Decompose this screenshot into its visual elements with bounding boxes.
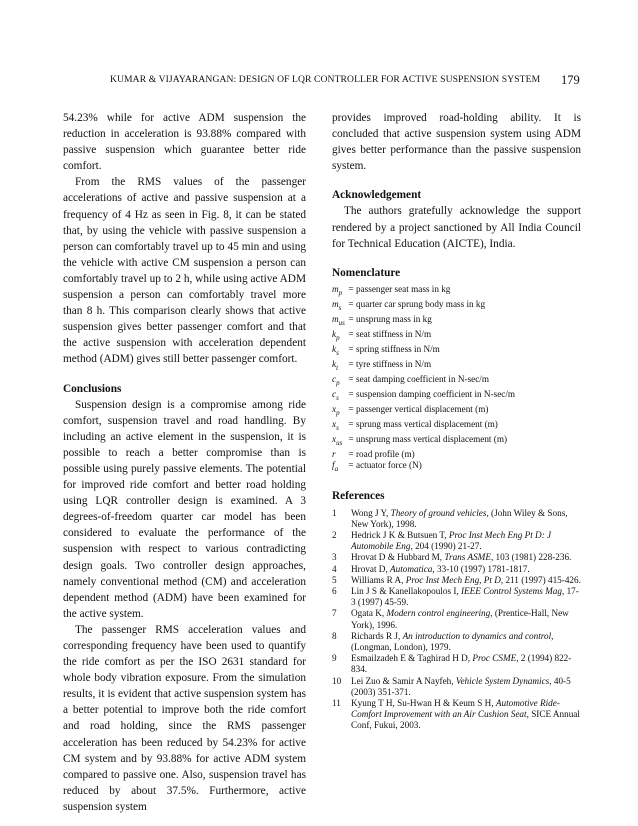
reference-title: Proc Inst Mech Eng Pt D: J Automobile Eng bbox=[351, 529, 552, 552]
nomenclature-item bbox=[332, 314, 581, 329]
nomenclature-symbol: $x_{us}$ bbox=[332, 434, 343, 447]
page-number: 179 bbox=[561, 73, 580, 87]
nomenclature-description: spring stiffness in N/m bbox=[356, 343, 440, 354]
nomenclature-equals: = bbox=[348, 419, 354, 430]
nomenclature-equals: = bbox=[348, 404, 354, 415]
nomenclature-symbol: $f_a$ bbox=[332, 460, 339, 474]
reference-text: Hrovat D & Hubbard M, Trans ASME, 103 (1981) 228-236. bbox=[351, 552, 572, 563]
reference-item bbox=[332, 653, 581, 675]
reference-title: Automotive Ride-Comfort Improvement with an Air Cushion Seat bbox=[351, 697, 560, 720]
nomenclature-item bbox=[332, 344, 581, 359]
nomenclature-item bbox=[332, 359, 581, 374]
reference-item bbox=[332, 552, 581, 563]
reference-text: Lin J S & Kanellakopoulos I, IEEE Control Systems Mag, 17-3 (1997) 45-59. bbox=[351, 585, 579, 608]
reference-text: Williams R A, Proc Inst Mech Eng, Pt D, 211 (1997) 415-426. bbox=[351, 574, 581, 585]
nomenclature-subscript: p bbox=[336, 378, 340, 387]
reference-number: 9 bbox=[332, 653, 337, 664]
reference-text: Richards R J, An introduction to dynamics and control, (Longman, London), 1979. bbox=[351, 630, 554, 652]
nomenclature-description: sprung mass vertical displacement (m) bbox=[356, 419, 498, 430]
nomenclature-item bbox=[332, 434, 581, 449]
nomenclature-item bbox=[332, 299, 581, 314]
paragraph: Suspension design is a compromise among ride comfort, suspension travel and road handling. By including an active element in the suspension, it is possible to reach a better compromise than is possible using purely passive elements. The potential for improved ride comfort and better road holding using LQR controller design is examined. A 3 degrees-of-freedom quarter car model has been considered to evaluate the performance of the suspension with respect to various contradicting design goals. Two controller design approaches, namely conventional method (CM) and acceleration dependent method (ADM) have been examined for the active system. bbox=[63, 398, 306, 620]
reference-text: Esmailzadeh E & Taghirad H D, Proc CSME, 2 (1994) 822-834. bbox=[351, 653, 572, 675]
paragraph: From the RMS values of the passenger accelerations of active and passive suspension at a frequency of 4 Hz as seen in Fig. 8, it can be stated that, by using the vehicle with passive suspension a person can comfortably travel up to 45 min and using the vehicle with active CM suspension a person can comfortably travel up to 2 h, while using active ADM suspension a person can comfortably travel more than 8 h. This comparison clearly shows that active suspension gives better passenger comfort and that the active suspension with acceleration dependent method (ADM) gives still better passenger comfort. bbox=[63, 176, 306, 366]
nomenclature-description: road profile (m) bbox=[356, 449, 415, 460]
reference-number: 10 bbox=[332, 675, 342, 686]
reference-number: 4 bbox=[332, 563, 337, 574]
reference-item bbox=[332, 586, 581, 608]
reference-title: Theory of ground vehicles bbox=[390, 507, 487, 518]
nomenclature-list bbox=[332, 284, 581, 476]
reference-number: 7 bbox=[332, 608, 337, 619]
reference-title: Proc CSME bbox=[472, 653, 517, 664]
nomenclature-symbol: $k_p$ bbox=[332, 328, 340, 342]
section-heading-conclusions: Conclusions bbox=[63, 382, 122, 395]
reference-item bbox=[332, 564, 581, 575]
nomenclature-description: quarter car sprung body mass in kg bbox=[356, 298, 486, 309]
nomenclature-equals: = bbox=[348, 328, 354, 339]
reference-item bbox=[332, 608, 581, 630]
reference-title: Vehicle System Dynamics bbox=[455, 675, 550, 686]
nomenclature-equals: = bbox=[348, 298, 354, 309]
nomenclature-item bbox=[332, 449, 581, 460]
nomenclature-symbol: $m_{us}$ bbox=[332, 313, 345, 327]
nomenclature-item bbox=[332, 284, 581, 299]
nomenclature-item bbox=[332, 329, 581, 344]
reference-item bbox=[332, 508, 581, 530]
nomenclature-equals: = bbox=[348, 389, 354, 400]
left-column bbox=[63, 110, 306, 815]
reference-text: Hedrick J K & Butsuen T, Proc Inst Mech Eng Pt D: J Automobile Eng, 204 (1990) 21-27. bbox=[351, 529, 552, 552]
nomenclature-symbol: $k_t$ bbox=[332, 359, 339, 372]
nomenclature-description: tyre stiffness in N/m bbox=[356, 359, 432, 369]
reference-number: 1 bbox=[332, 507, 337, 518]
nomenclature-subscript: t bbox=[336, 363, 339, 372]
nomenclature-item bbox=[332, 374, 581, 389]
reference-list bbox=[332, 508, 581, 732]
nomenclature-equals: = bbox=[348, 449, 354, 460]
nomenclature-description: actuator force (N) bbox=[356, 460, 422, 471]
nomenclature-description: passenger vertical displacement (m) bbox=[356, 404, 489, 415]
nomenclature-symbol: $x_p$ bbox=[332, 404, 340, 417]
reference-title: Modern control engineering bbox=[386, 608, 491, 619]
reference-text: Wong J Y, Theory of ground vehicles, (John Wiley & Sons, New York), 1998. bbox=[351, 507, 568, 529]
paragraph: 54.23% while for active ADM suspension the reduction in acceleration is 93.88% compared with passive suspension which guarantee better ride comfort. bbox=[63, 112, 306, 173]
nomenclature-equals: = bbox=[348, 460, 354, 471]
reference-title: Automatica, bbox=[390, 563, 435, 574]
nomenclature-symbol: $k_s$ bbox=[332, 343, 339, 357]
nomenclature-description: seat stiffness in N/m bbox=[356, 328, 432, 339]
nomenclature-symbol: $m_s$ bbox=[332, 298, 342, 312]
reference-title: Proc Inst Mech Eng, Pt D bbox=[405, 574, 501, 585]
running-head: KUMAR & VIJAYARANGAN: DESIGN OF LQR CONTROLLER FOR ACTIVE SUSPENSION SYSTEM bbox=[110, 74, 541, 85]
paragraph: The authors gratefully acknowledge the support rendered by a project sanctioned by All India Council for Technical Education (AICTE), India. bbox=[332, 205, 581, 250]
nomenclature-description: unsprung mass in kg bbox=[356, 313, 432, 324]
reference-title: IEEE Control Systems Mag bbox=[461, 585, 562, 596]
reference-item bbox=[332, 530, 581, 552]
section-heading-references: References bbox=[332, 490, 385, 503]
nomenclature-equals: = bbox=[348, 374, 354, 385]
nomenclature-symbol: $c_p$ bbox=[332, 374, 340, 387]
nomenclature-symbol: $c_s$ bbox=[332, 389, 339, 402]
nomenclature-symbol: $m_p$ bbox=[332, 283, 343, 297]
nomenclature-equals: = bbox=[348, 283, 354, 294]
reference-item bbox=[332, 631, 581, 653]
reference-text: Kyung T H, Su-Hwan H & Keum S H, Automotive Ride-Comfort Improvement with an Air Cushion Seat, SICE Annual Conf, Fukui, 2003. bbox=[351, 697, 580, 731]
right-column bbox=[332, 110, 581, 732]
reference-number: 6 bbox=[332, 585, 337, 596]
nomenclature-equals: = bbox=[348, 359, 354, 369]
nomenclature-equals: = bbox=[348, 313, 354, 324]
reference-text: Ogata K, Modern control engineering, (Prentice-Hall, New York), 1996. bbox=[351, 608, 569, 630]
reference-number: 11 bbox=[332, 697, 341, 708]
nomenclature-subscript: s bbox=[336, 423, 339, 432]
nomenclature-equals: = bbox=[348, 343, 354, 354]
reference-text: Hrovat D, Automatica, 33-10 (1997) 1781-1817. bbox=[351, 563, 530, 574]
nomenclature-subscript: us bbox=[336, 438, 343, 447]
nomenclature-subscript: p bbox=[336, 333, 340, 342]
nomenclature-subscript: s bbox=[336, 348, 339, 357]
nomenclature-subscript: p bbox=[336, 408, 340, 417]
nomenclature-symbol: r bbox=[332, 449, 336, 460]
reference-number: 3 bbox=[332, 552, 337, 563]
section-heading-acknowledgement: Acknowledgement bbox=[332, 189, 422, 202]
nomenclature-description: passenger seat mass in kg bbox=[356, 283, 451, 294]
nomenclature-subscript: a bbox=[334, 465, 339, 474]
reference-number: 5 bbox=[332, 574, 337, 585]
reference-item bbox=[332, 575, 581, 586]
reference-item bbox=[332, 676, 581, 698]
reference-item bbox=[332, 698, 581, 732]
nomenclature-description: seat damping coefficient in N-sec/m bbox=[356, 374, 490, 385]
nomenclature-item bbox=[332, 419, 581, 434]
nomenclature-item bbox=[332, 389, 581, 404]
nomenclature-equals: = bbox=[348, 434, 354, 445]
section-heading-nomenclature: Nomenclature bbox=[332, 266, 401, 279]
nomenclature-subscript: p bbox=[338, 288, 343, 297]
nomenclature-description: suspension damping coefficient in N-sec/m bbox=[356, 389, 516, 400]
nomenclature-symbol: $x_s$ bbox=[332, 419, 339, 432]
paragraph: provides improved road-holding ability. It is concluded that active suspension system using ADM gives better performance than the passive suspension system. bbox=[332, 112, 581, 173]
paragraph: The passenger RMS acceleration values and corresponding frequency have been used to quantify the ride comfort as per the ISO 2631 standard for whole body vibration exposure. From the simulation results, it is evident that active suspension system has a better potential to improve both the ride comfort and road holding, since the RMS passenger acceleration has been reduced by 54.23% for active CM system and by 93.88% for active ADM system compared to passive one. Also, suspension travel has reduced by about 37.5%. Furthermore, active suspension system bbox=[63, 623, 306, 813]
nomenclature-subscript: us bbox=[338, 318, 345, 327]
reference-number: 2 bbox=[332, 529, 337, 540]
reference-title: An introduction to dynamics and control bbox=[402, 630, 552, 641]
nomenclature-description: unsprung mass vertical displacement (m) bbox=[356, 434, 508, 445]
nomenclature-subscript: s bbox=[338, 303, 342, 312]
reference-text: Lei Zuo & Samir A Nayfeh, Vehicle System Dynamics, 40-5 (2003) 351-371. bbox=[351, 675, 571, 697]
nomenclature-item bbox=[332, 460, 581, 475]
reference-number: 8 bbox=[332, 630, 337, 641]
reference-title: Trans ASME bbox=[444, 552, 491, 563]
nomenclature-item bbox=[332, 404, 581, 419]
nomenclature-subscript: s bbox=[336, 393, 339, 402]
